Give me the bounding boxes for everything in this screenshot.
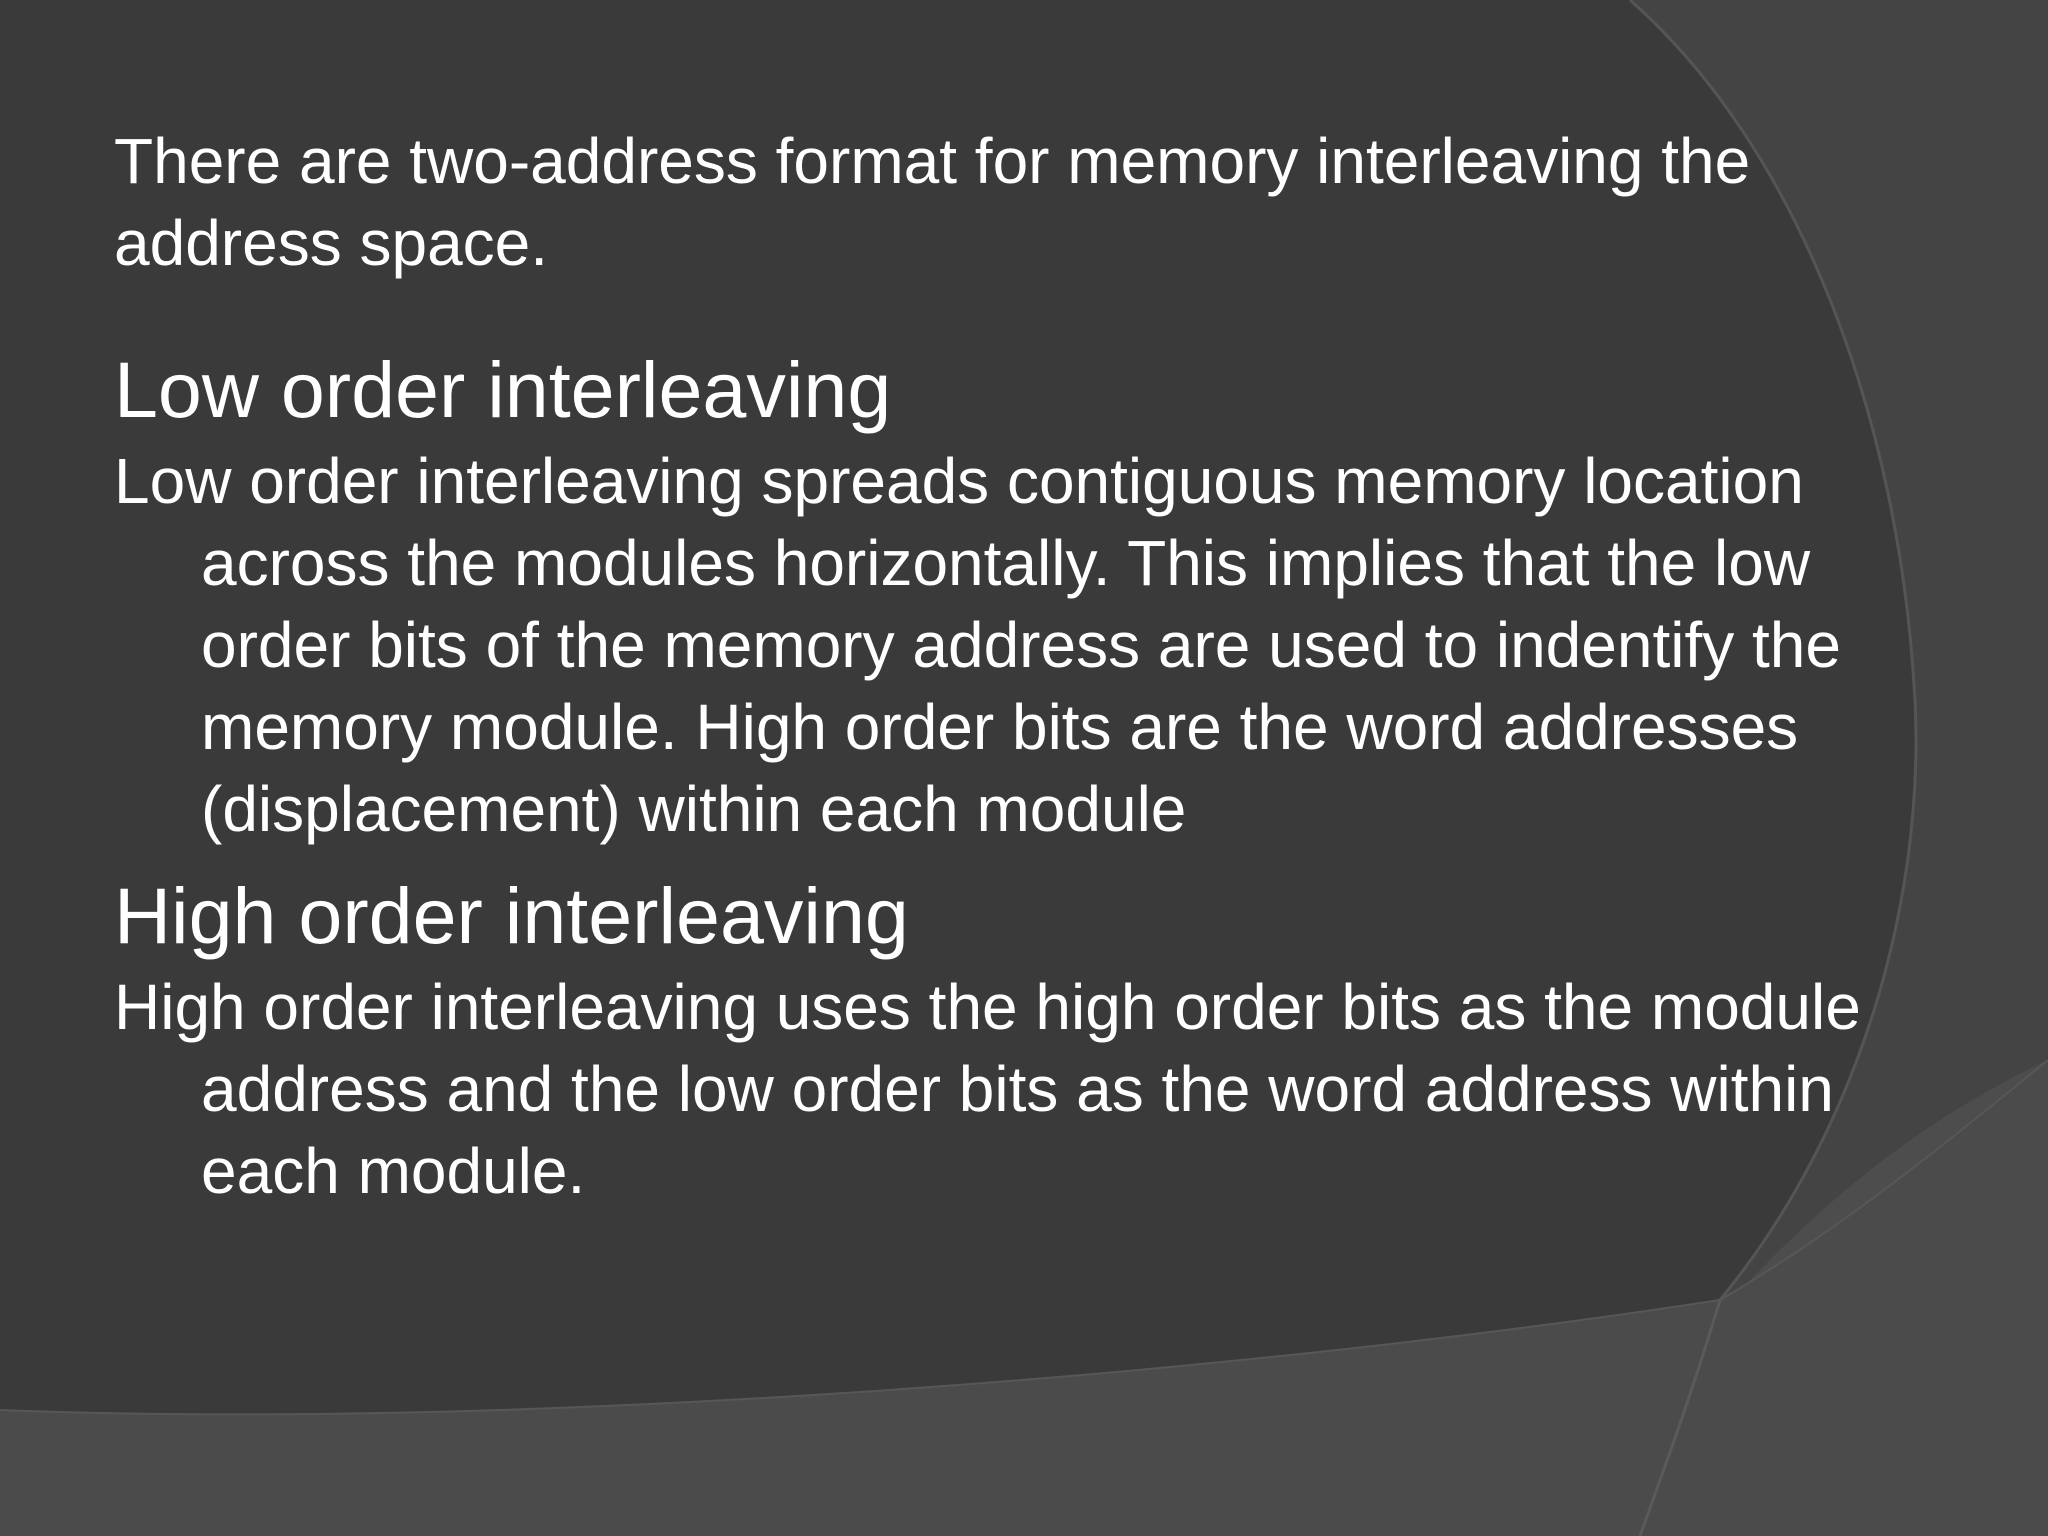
intro-text: There are two-address format for memory interleaving the address space. — [114, 125, 1751, 279]
low-order-heading: Low order interleaving — [114, 345, 892, 434]
high-order-body: High order interleaving uses the high order bits as the module address and the low order bits as the word address within each module. — [114, 971, 1861, 1207]
slide-content — [114, 120, 1894, 1212]
high-order-heading: High order interleaving — [114, 871, 909, 960]
low-order-body: Low order interleaving spreads contiguous memory location across the modules horizontally. This implies that the low order bits of the memory address are used to indentify the memory module. High order bits are the word addresses (displacement) within each module — [114, 445, 1841, 845]
